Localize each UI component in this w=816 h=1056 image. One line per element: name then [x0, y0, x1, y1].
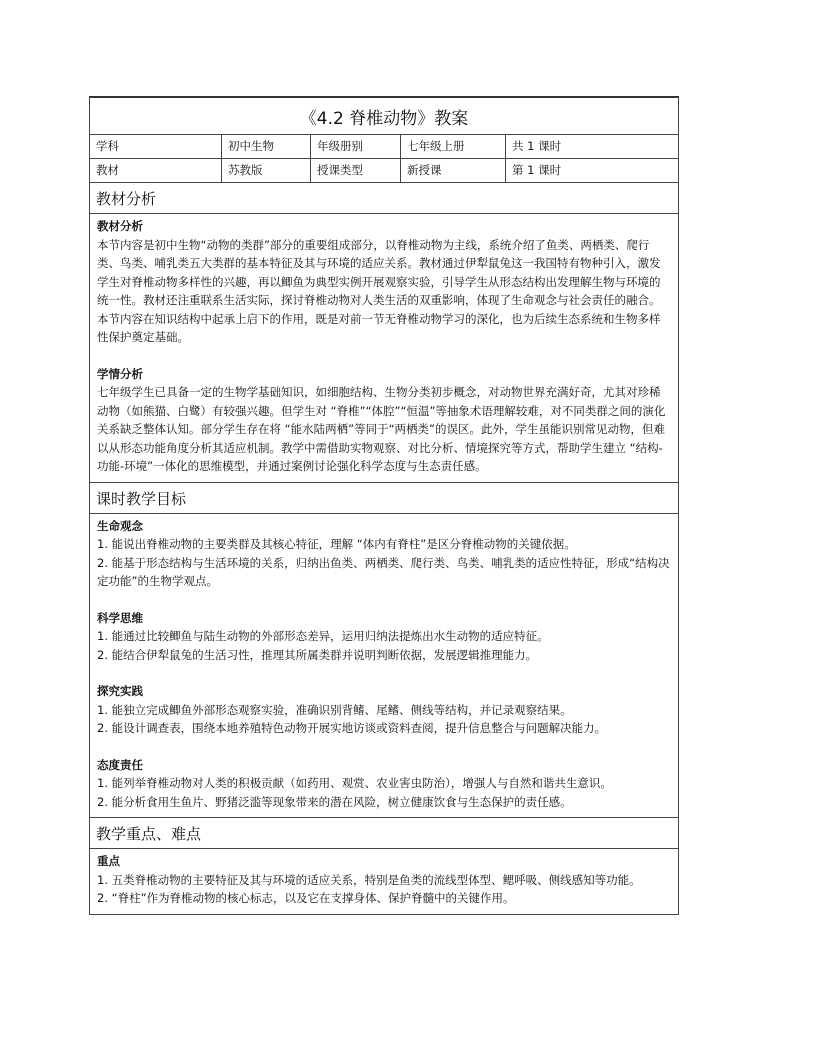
objective-item: 2. 能分析食用生鱼片、野猪泛滥等现象带来的潜在风险，树立健康饮食与生态保护的责任感。 — [97, 794, 572, 809]
objective-item: 1. 能通过比较鲫鱼与陆生动物的外部形态差异，运用归纳法提炼出水生动物的适应特征。 — [97, 629, 549, 643]
info-current-hour: 第 1 课时 — [505, 159, 678, 182]
objective-group-title: 探究实践 — [97, 684, 143, 698]
objective-item: 2. 能结合伊犁鼠兔的生活习性，推理其所属类群并说明判断依据，发展逻辑推理能力。 — [97, 647, 538, 662]
section-heading-objectives: 课时教学目标 — [90, 483, 678, 514]
section-body-objectives — [90, 514, 678, 819]
subheading-keypoints: 重点 — [97, 854, 120, 868]
info-total-hours: 共 1 课时 — [505, 135, 678, 158]
section-heading-keypoints: 教学重点、难点 — [90, 818, 678, 849]
info-label-lesson-type: 授课类型 — [310, 159, 400, 182]
info-row-textbook — [90, 159, 678, 183]
objective-item: 1. 能说出脊椎动物的主要类群及其核心特征，理解 “体内有脊柱”是区分脊椎动物的关键依据。 — [97, 537, 576, 551]
paragraph-student-analysis: 七年级学生已具备一定的生物学基础知识，如细胞结构、生物分类初步概念，对动物世界充满好奇，尤其对珍稀动物（如熊猫、白鹭）有较强兴趣。但学生对 “脊椎”“体腔”“恒温”等抽象术语理解较难，对不同类群之间的演化关系缺乏整体认知。部分学生存在将 “能水陆两栖”等同于“两栖类”的误区。此外，学生虽能识别常见动物，但难以从形态功能角度分析其适应机制。教学中需借助实物观察、对比分析、情境探究等方式，帮助学生建立 “结构-功能-环境”一体化的思维模型，并通过案例讨论强化科学态度与生态责任感。 — [97, 385, 666, 473]
objective-group-title: 生命观念 — [97, 518, 143, 533]
paragraph-material-analysis: 本节内容是初中生物“动物的类群”部分的重要组成部分，以脊椎动物为主线，系统介绍了鱼类、两栖类、爬行类、鸟类、哺乳类五大类群的基本特征及其与环境的适应关系。教材通过伊犁鼠兔这一我国特有物种引入，激发学生对脊椎动物多样性的兴趣，再以鲫鱼为典型实例开展观察实验，引导学生从形态结构出发理解生物与环境的统一性。教材还注重联系生活实际，探讨脊椎动物对人类生活的双重影响，体现了生命观念与社会责任的融合。本节内容在知识结构中起承上启下的作用，既是对前一节无脊椎动物学习的深化，也为后续生态系统和生物多样性保护奠定基础。 — [97, 237, 661, 344]
objective-item: 2. 能设计调查表，围绕本地养殖特色动物开展实地访谈或资料查阅，提升信息整合与问题解决能力。 — [97, 721, 607, 735]
info-value-lesson-type: 新授课 — [400, 159, 505, 182]
subheading-student-analysis: 学情分析 — [97, 366, 143, 381]
info-row-subject — [90, 135, 678, 159]
info-value-grade: 七年级上册 — [400, 135, 505, 158]
section-body-keypoints — [90, 849, 678, 914]
info-label-grade: 年级册别 — [310, 135, 400, 158]
info-value-subject: 初中生物 — [221, 135, 310, 158]
section-heading-material: 教材分析 — [90, 183, 678, 214]
info-label-textbook: 教材 — [96, 163, 119, 177]
info-value-textbook: 苏教版 — [221, 159, 310, 182]
keypoint-item: 2. “脊柱”作为脊椎动物的核心标志，以及它在支撑身体、保护脊髓中的关键作用。 — [97, 891, 515, 905]
objective-group-title: 态度责任 — [97, 757, 143, 772]
objective-item: 2. 能基于形态结构与生活环境的关系，归纳出鱼类、两栖类、爬行类、鸟类、哺乳类的适应性特征，形成“结构决定功能”的生物学观点。 — [97, 555, 670, 588]
objective-group-title: 科学思维 — [97, 610, 143, 625]
objective-item: 1. 能独立完成鲫鱼外部形态观察实验，准确识别背鳍、尾鳍、侧线等结构，并记录观察结果。 — [97, 702, 572, 717]
objective-item: 1. 能列举脊椎动物对人类的积极贡献（如药用、观赏、农业害虫防治），增强人与自然和谐共生意识。 — [97, 776, 612, 790]
subheading-material-analysis: 教材分析 — [97, 219, 143, 233]
section-body-material — [90, 214, 678, 483]
info-label-subject: 学科 — [96, 139, 119, 153]
keypoint-item: 1. 五类脊椎动物的主要特征及其与环境的适应关系，特别是鱼类的流线型体型、鳃呼吸、侧线感知等功能。 — [97, 872, 641, 887]
lesson-plan-table — [89, 96, 679, 915]
document-title: 《4.2 脊椎动物》教案 — [90, 98, 678, 135]
